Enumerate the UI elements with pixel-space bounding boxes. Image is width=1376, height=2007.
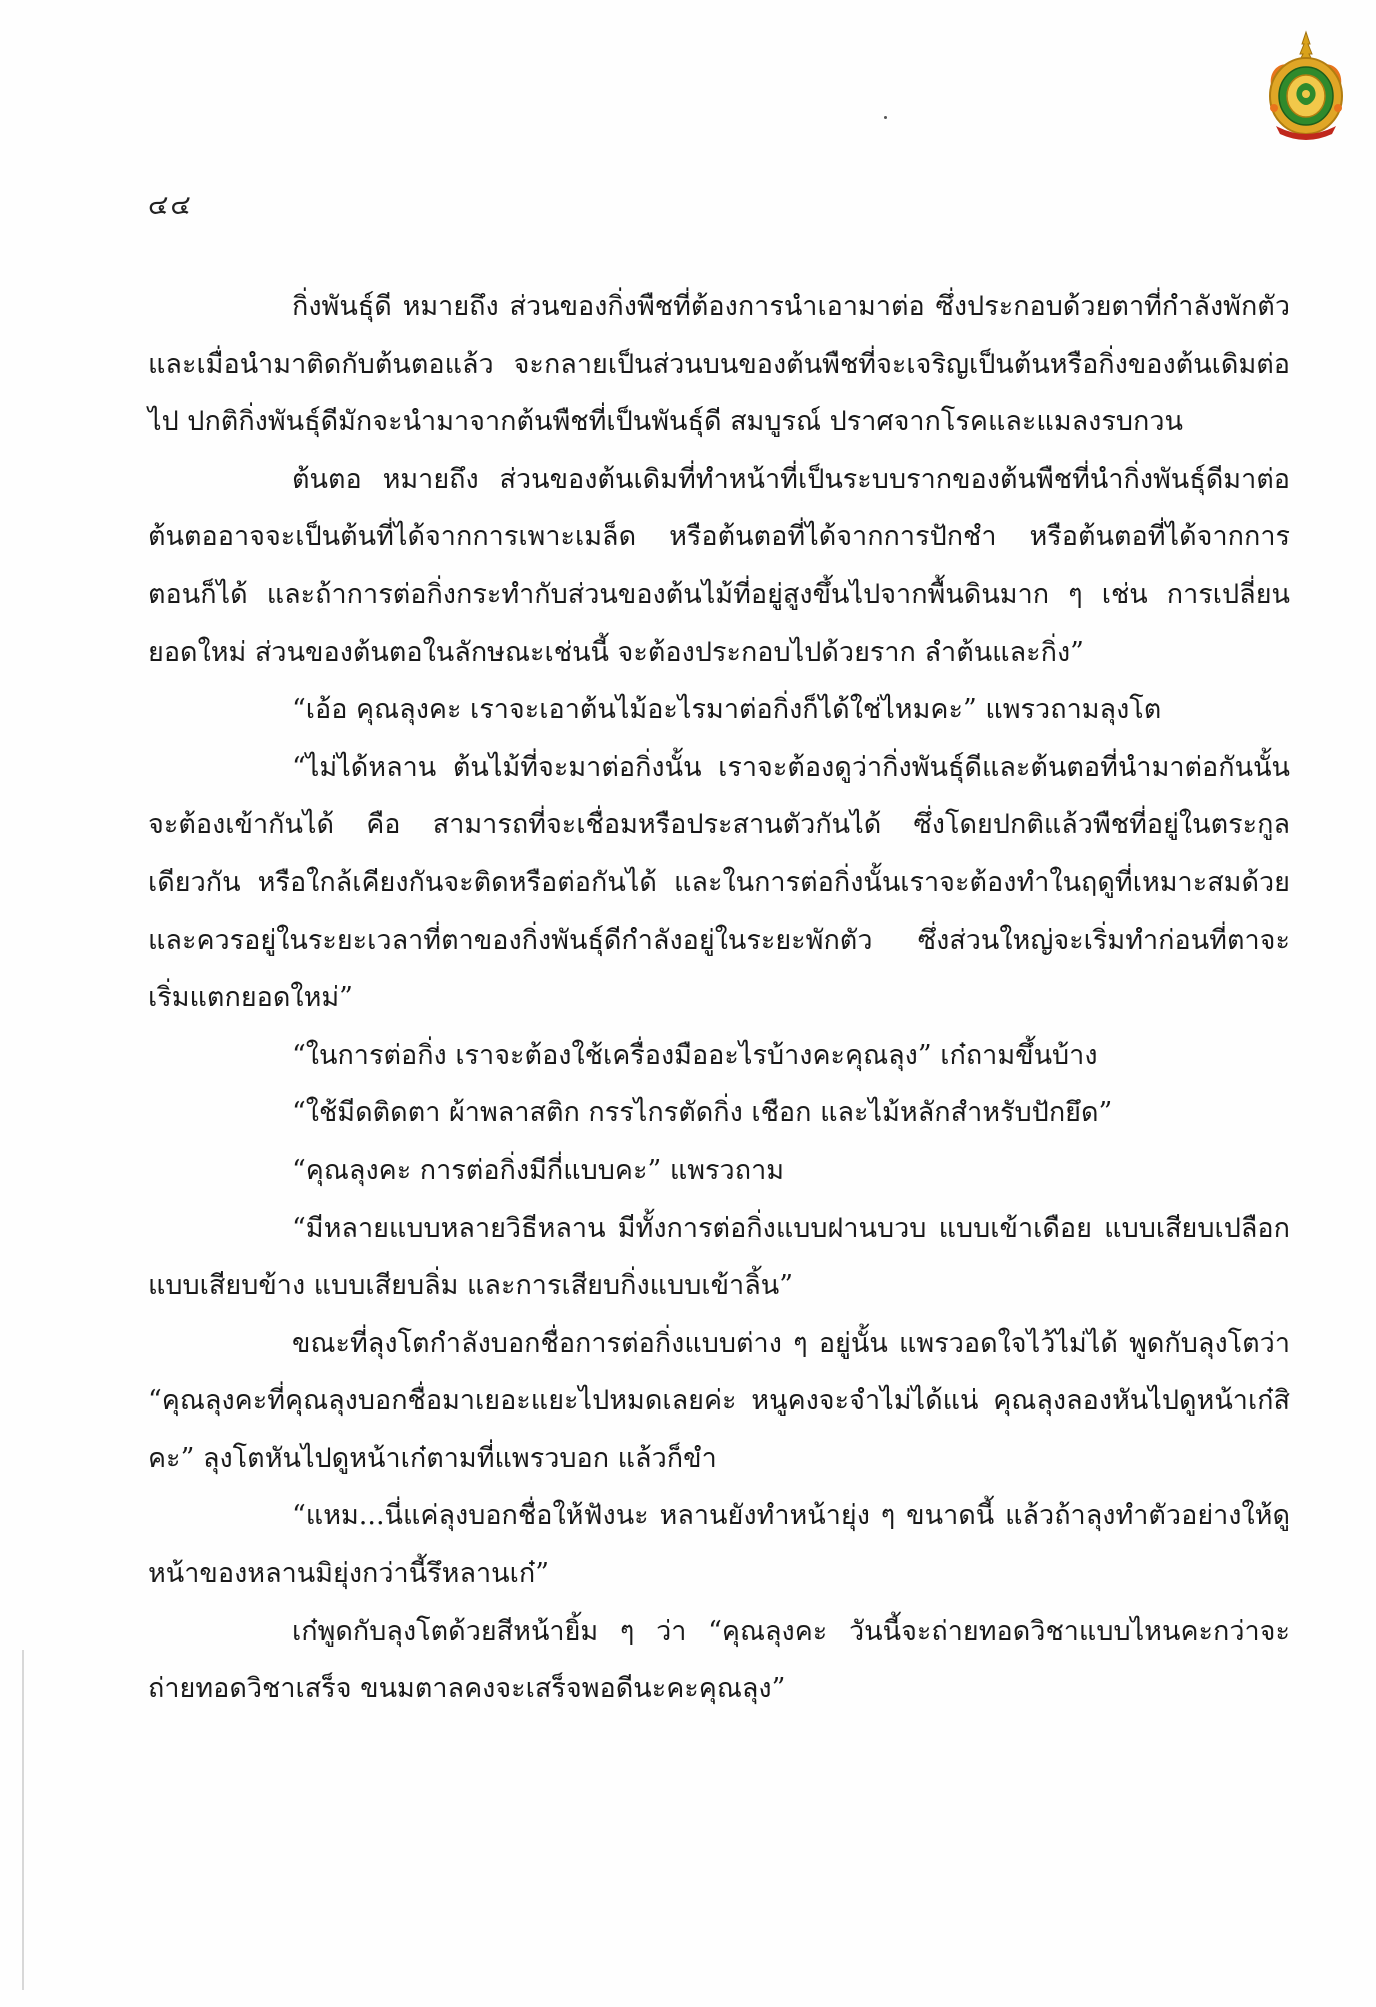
- paragraph: “คุณลุงคะ การต่อกิ่งมีกี่แบบคะ” แพรวถาม: [292, 1154, 785, 1186]
- scan-edge-line: [22, 1650, 24, 1990]
- body-text: [148, 278, 1290, 1718]
- paragraph: กิ่งพันธุ์ดี หมายถึง ส่วนของกิ่งพืชที่ต้องการนำเอามาต่อ ซึ่งประกอบด้วยตาที่กำลังพักตัวและเมื่อนำมาติดกับต้นตอแล้ว จะกลายเป็นส่วนบนของต้นพืชที่จะเจริญเป็นต้นหรือกิ่งของต้นเดิมต่อไป ปกติกิ่งพันธุ์ดีมักจะนำมาจากต้นพืชที่เป็นพันธุ์ดี สมบูรณ์ ปราศจากโรคและแมลงรบกวน: [148, 291, 1290, 438]
- paragraph: ต้นตอ หมายถึง ส่วนของต้นเดิมที่ทำหน้าที่เป็นระบบรากของต้นพืชที่นำกิ่งพันธุ์ดีมาต่อ ต้นตออาจจะเป็นต้นที่ได้จากการเพาะเมล็ด หรือต้นตอที่ได้จากการปักชำ หรือต้นตอที่ได้จากการตอนก็ได้ และถ้าการต่อกิ่งกระทำกับส่วนของต้นไม้ที่อยู่สูงขึ้นไปจากพื้นดินมาก ๆ เช่น การเปลี่ยนยอดใหม่ ส่วนของต้นตอในลักษณะเช่นนี้ จะต้องประกอบไปด้วยราก ลำต้นและกิ่ง”: [148, 463, 1290, 668]
- paragraph: “มีหลายแบบหลายวิธีหลาน มีทั้งการต่อกิ่งแบบฝานบวบ แบบเข้าเดือย แบบเสียบเปลือก แบบเสียบข้าง แบบเสียบลิ่ม และการเสียบกิ่งแบบเข้าลิ้น”: [148, 1212, 1290, 1302]
- paragraph: “ในการต่อกิ่ง เราจะต้องใช้เครื่องมืออะไรบ้างคะคุณลุง” เก๋ถามขึ้นบ้าง: [292, 1039, 1098, 1071]
- scan-speck: [884, 116, 887, 119]
- paragraph: เก๋พูดกับลุงโตด้วยสีหน้ายิ้ม ๆ ว่า “คุณลุงคะ วันนี้จะถ่ายทอดวิชาแบบไหนคะกว่าจะถ่ายทอดวิชาเสร็จ ขนมตาลคงจะเสร็จพอดีนะคะคุณลุง”: [148, 1615, 1290, 1705]
- thai-obec-emblem-icon: [1262, 30, 1350, 142]
- paragraph: “เอ้อ คุณลุงคะ เราจะเอาต้นไม้อะไรมาต่อกิ่งก็ได้ใช่ไหมคะ” แพรวถามลุงโต: [292, 694, 1162, 726]
- paragraph: “ใช้มีดติดตา ผ้าพลาสติก กรรไกรตัดกิ่ง เชือก และไม้หลักสำหรับปักยึด”: [292, 1097, 1113, 1129]
- page-number: ๔๔: [148, 190, 193, 221]
- paragraph: ขณะที่ลุงโตกำลังบอกชื่อการต่อกิ่งแบบต่าง ๆ อยู่นั้น แพรวอดใจไว้ไม่ได้ พูดกับลุงโตว่า “คุณลุงคะที่คุณลุงบอกชื่อมาเยอะแยะไปหมดเลยค่ะ หนูคงจะจำไม่ได้แน่ คุณลุงลองหันไปดูหน้าเก๋สิคะ” ลุงโตหันไปดูหน้าเก๋ตามที่แพรวบอก แล้วก็ขำ: [148, 1327, 1290, 1474]
- paragraph: “แหม...นี่แค่ลุงบอกชื่อให้ฟังนะ หลานยังทำหน้ายุ่ง ๆ ขนาดนี้ แล้วถ้าลุงทำตัวอย่างให้ดู หน้าของหลานมิยุ่งกว่านี้รึหลานเก๋”: [148, 1500, 1290, 1590]
- paragraph: “ไม่ได้หลาน ต้นไม้ที่จะมาต่อกิ่งนั้น เราจะต้องดูว่ากิ่งพันธุ์ดีและต้นตอที่นำมาต่อกันนั้นจะต้องเข้ากันได้ คือ สามารถที่จะเชื่อมหรือประสานตัวกันได้ ซึ่งโดยปกติแล้วพืชที่อยู่ในตระกูลเดียวกัน หรือใกล้เคียงกันจะติดหรือต่อกันได้ และในการต่อกิ่งนั้นเราจะต้องทำในฤดูที่เหมาะสมด้วย และควรอยู่ในระยะเวลาที่ตาของกิ่งพันธุ์ดีกำลังอยู่ในระยะพักตัว ซึ่งส่วนใหญ่จะเริ่มทำก่อนที่ตาจะเริ่มแตกยอดใหม่”: [148, 751, 1290, 1014]
